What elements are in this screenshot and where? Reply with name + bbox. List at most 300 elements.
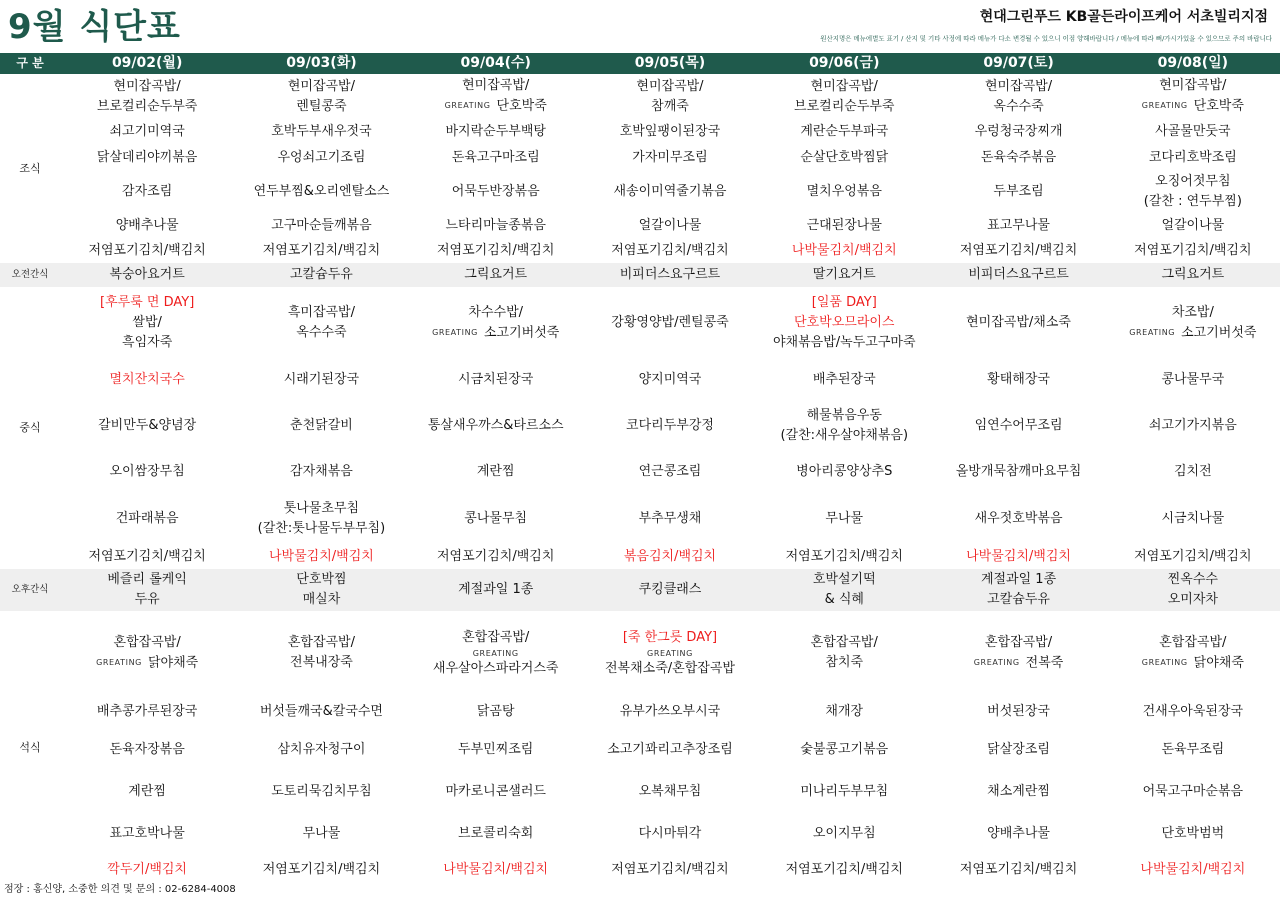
menu-item — [411, 782, 581, 802]
menu-item — [933, 547, 1103, 567]
menu-item-text: 야채볶음밥/녹두고구마죽 — [773, 335, 916, 350]
menu-cell — [234, 729, 408, 771]
menu-item-text: 숯불콩고기볶음 — [800, 742, 889, 757]
menu-item — [1108, 782, 1278, 802]
menu-item — [933, 370, 1103, 390]
menu-item-text: 차수수밥/ — [468, 304, 524, 320]
menu-item — [411, 122, 581, 142]
menu-cell — [234, 451, 408, 493]
menu-item — [62, 416, 232, 436]
menu-cell — [234, 74, 408, 119]
menu-item — [62, 216, 232, 236]
greating-logo: GREATING — [1141, 101, 1188, 111]
menu-item-text: 호박설기떡 — [812, 572, 876, 587]
menu-item — [236, 499, 406, 519]
menu-cell — [1106, 855, 1280, 885]
menu-item — [933, 740, 1103, 760]
menu-item — [585, 313, 755, 333]
menu-item-text: 호박잎팽이된장국 — [619, 124, 721, 139]
menu-cell — [1106, 239, 1280, 263]
menu-item-text: 버섯된장국 — [987, 704, 1050, 719]
menu-item-text: 저염포기김치/백김치 — [437, 243, 555, 258]
menu-cell — [60, 493, 234, 545]
menu-item — [933, 148, 1103, 168]
menu-item — [411, 416, 581, 436]
menu-item — [759, 122, 929, 142]
menu-item — [933, 313, 1103, 333]
row-label: 오후간식 — [0, 569, 60, 611]
menu-item — [933, 590, 1103, 610]
menu-item-text: 채개장 — [825, 704, 864, 719]
page-title: 9월 식단표 — [8, 7, 181, 47]
menu-item-text: 삼치유자청구이 — [277, 742, 366, 757]
menu-item — [62, 547, 232, 567]
menu-cell — [583, 493, 757, 545]
menu-cell — [234, 359, 408, 401]
menu-item-text: 올방개묵참깨마요무침 — [955, 464, 1082, 479]
menu-cell — [583, 119, 757, 145]
menu-item-text: 배추된장국 — [812, 372, 876, 387]
meal-plan-table — [0, 53, 1280, 885]
menu-item-text: 계란찜 — [476, 464, 515, 479]
menu-item — [585, 860, 755, 880]
menu-item — [62, 782, 232, 802]
menu-cell — [234, 213, 408, 239]
menu-cell — [1106, 119, 1280, 145]
menu-cell — [931, 451, 1105, 493]
menu-item-text: (갈찬:톳나물두부무침) — [257, 521, 386, 536]
row-label: 석식 — [19, 741, 41, 754]
meal-row — [0, 119, 1280, 145]
menu-item-text: 양배추나물 — [115, 218, 179, 233]
menu-item-text: 저염포기김치/백김치 — [611, 243, 729, 258]
menu-cell — [757, 545, 931, 569]
menu-item-text: 혼합잡곡밥/ — [113, 634, 181, 650]
menu-item-text: 그릭요거트 — [464, 267, 528, 282]
menu-item-text: 닭살장조림 — [987, 742, 1050, 757]
menu-item-text: 비피더스요구르트 — [968, 267, 1069, 282]
menu-item-text: (갈찬:새우살야채볶음) — [780, 428, 909, 443]
menu-item — [1108, 303, 1278, 323]
menu-item-text: 순살단호박찜닭 — [800, 150, 889, 165]
menu-item — [1108, 702, 1278, 722]
menu-item-text: 사골물만둣국 — [1155, 124, 1231, 139]
menu-item-text: 단호박찜 — [296, 572, 347, 587]
header-row — [0, 53, 1280, 74]
menu-item-text: 강황영양밥/렌틸콩죽 — [611, 315, 729, 330]
menu-item — [933, 860, 1103, 880]
menu-item-text: 멸치잔치국수 — [109, 372, 185, 387]
menu-item — [759, 182, 929, 202]
menu-item — [933, 570, 1103, 590]
meal-row — [0, 359, 1280, 401]
menu-item — [759, 265, 929, 285]
menu-item — [411, 182, 581, 202]
menu-item — [759, 653, 929, 673]
menu-item — [236, 148, 406, 168]
menu-item-text: 오이쌈장무침 — [109, 464, 185, 479]
menu-item-text: 표고무나물 — [987, 218, 1050, 233]
menu-item — [411, 76, 581, 96]
menu-item — [62, 293, 232, 313]
menu-item-text: 시금치된장국 — [458, 372, 534, 387]
menu-item-text: 멸치우엉볶음 — [806, 184, 882, 199]
menu-item — [933, 509, 1103, 529]
menu-cell — [409, 263, 583, 287]
menu-cell — [60, 74, 234, 119]
menu-item — [411, 370, 581, 390]
menu-cell — [757, 287, 931, 359]
menu-item — [236, 462, 406, 482]
menu-item — [1108, 172, 1278, 192]
menu-item — [236, 590, 406, 610]
menu-cell — [1106, 171, 1280, 213]
menu-item — [1108, 824, 1278, 844]
menu-item-text: 돈육숙주볶음 — [980, 150, 1057, 165]
menu-item-text: 채소계란찜 — [987, 784, 1050, 799]
menu-cell — [931, 729, 1105, 771]
menu-item — [1108, 547, 1278, 567]
menu-item-text: 갈비만두&양념장 — [98, 418, 197, 433]
greating-logo: GREATING — [647, 648, 693, 658]
menu-item-text: 현미잡곡밥/ — [1159, 78, 1227, 94]
menu-cell — [409, 287, 583, 359]
menu-item-text: 우렁청국장찌개 — [974, 124, 1063, 139]
greating-logo: GREATING — [96, 657, 142, 667]
menu-item-text: 옥수수죽 — [993, 98, 1044, 114]
menu-item — [933, 182, 1103, 202]
row-label: 조식 — [19, 161, 41, 175]
menu-cell — [583, 263, 757, 287]
menu-item-text: 코다리호박조림 — [1148, 150, 1237, 165]
menu-item-text: 두부조림 — [993, 184, 1044, 199]
menu-cell — [757, 145, 931, 171]
menu-item — [759, 97, 929, 117]
menu-item-text: 혼합잡곡밥/ — [984, 634, 1053, 650]
menu-cell — [1106, 451, 1280, 493]
meal-row — [0, 171, 1280, 213]
menu-item — [411, 509, 581, 529]
menu-item — [585, 265, 755, 285]
menu-cell — [931, 359, 1105, 401]
menu-cell — [1106, 569, 1280, 611]
menu-item — [759, 547, 929, 567]
menu-item — [585, 122, 755, 142]
menu-item-text: 소고기꽈리고추장조림 — [607, 742, 733, 757]
menu-cell — [757, 171, 931, 213]
menu-cell — [1106, 493, 1280, 545]
menu-item — [585, 547, 755, 567]
menu-cell — [1106, 213, 1280, 239]
menu-cell — [60, 213, 234, 239]
menu-item — [585, 509, 755, 529]
row-label: 오전간식 — [0, 263, 60, 287]
menu-cell — [1106, 359, 1280, 401]
menu-item-text: 양배추나물 — [987, 826, 1050, 841]
menu-cell — [60, 239, 234, 263]
menu-item-text: 저염포기김치/백김치 — [611, 862, 729, 877]
menu-cell — [583, 359, 757, 401]
menu-cell — [583, 213, 757, 239]
menu-item — [585, 77, 755, 97]
menu-item — [1108, 76, 1278, 96]
menu-item-text: 새송이미역줄기볶음 — [613, 184, 727, 199]
menu-item — [933, 97, 1103, 117]
footer-contact: 점장 : 홍신양, 소중한 의견 및 문의 : 02-6284-4008 — [4, 884, 236, 895]
menu-cell — [409, 451, 583, 493]
menu-cell — [60, 813, 234, 855]
menu-cell — [234, 855, 408, 885]
menu-cell — [757, 695, 931, 729]
menu-item-text: 깍두기/백김치 — [107, 862, 187, 877]
menu-item-text: 다시마튀각 — [638, 826, 702, 841]
meal-row — [0, 213, 1280, 239]
menu-item-text: 우엉쇠고기조림 — [277, 150, 366, 165]
menu-item-text: 톳나물초무침 — [283, 501, 360, 516]
menu-item — [62, 97, 232, 117]
menu-item — [933, 122, 1103, 142]
menu-cell — [757, 451, 931, 493]
menu-cell — [409, 545, 583, 569]
menu-item — [62, 122, 232, 142]
menu-item-text: 복숭아요거트 — [109, 267, 185, 282]
menu-item — [933, 782, 1103, 802]
menu-item-text: 현미잡곡밥/ — [287, 78, 355, 94]
menu-item — [933, 216, 1103, 236]
menu-item — [236, 323, 406, 343]
row-label: 중식 — [19, 421, 41, 434]
menu-cell — [60, 263, 234, 287]
menu-item — [62, 462, 232, 482]
menu-item — [585, 182, 755, 202]
menu-cell — [583, 239, 757, 263]
menu-item-text: 부추무생채 — [638, 511, 702, 526]
menu-item — [411, 303, 581, 323]
menu-item — [236, 740, 406, 760]
menu-cell — [234, 171, 408, 213]
menu-item — [759, 782, 929, 802]
menu-item — [411, 659, 581, 679]
menu-item — [62, 265, 232, 285]
menu-item — [759, 216, 929, 236]
menu-cell — [409, 401, 583, 451]
menu-item-text: 시래기된장국 — [283, 372, 360, 387]
menu-item-text: 닭곰탕 — [476, 704, 515, 719]
menu-item — [1108, 509, 1278, 529]
menu-cell — [757, 569, 931, 611]
menu-item-text: (갈찬 : 연두부찜) — [1143, 194, 1242, 209]
column-header-day: 09/08(일) — [1106, 53, 1280, 74]
menu-cell — [1106, 401, 1280, 451]
menu-cell — [234, 239, 408, 263]
menu-item — [1108, 416, 1278, 436]
menu-item — [62, 653, 232, 674]
meal-row — [0, 813, 1280, 855]
menu-cell — [931, 545, 1105, 569]
column-header-day: 09/02(월) — [60, 53, 234, 74]
menu-item — [62, 702, 232, 722]
menu-item-text: 저염포기김치/백김치 — [262, 243, 381, 258]
menu-item — [411, 216, 581, 236]
menu-item — [585, 659, 755, 679]
menu-item-text: 전복채소죽/혼합잡곡밥 — [605, 660, 735, 676]
menu-item — [585, 628, 755, 648]
menu-item-text: 콩나물무침 — [464, 511, 528, 526]
menu-item-text: 현미잡곡밥/ — [810, 78, 878, 94]
menu-item-text: 고칼슘두유 — [290, 267, 353, 282]
menu-item-text: 단호박범벅 — [1161, 826, 1225, 841]
menu-item-text: 볶음김치/백김치 — [623, 549, 717, 564]
meal-row — [0, 771, 1280, 813]
menu-cell — [931, 74, 1105, 119]
menu-item — [1108, 323, 1278, 344]
menu-item-text: 혼합잡곡밥/ — [462, 629, 530, 645]
menu-item — [933, 824, 1103, 844]
menu-item — [933, 265, 1103, 285]
menu-cell — [409, 213, 583, 239]
menu-item — [585, 241, 755, 261]
menu-cell — [60, 695, 234, 729]
menu-item — [236, 653, 406, 673]
menu-item-text: 현미잡곡밥/ — [636, 78, 704, 94]
menu-item-text: 현미잡곡밥/ — [984, 78, 1053, 94]
menu-item-text: 계란순두부파국 — [800, 124, 889, 139]
menu-item-text: 흑임자죽 — [122, 335, 173, 350]
menu-cell — [1106, 545, 1280, 569]
menu-item-text: 배추콩가루된장국 — [96, 704, 198, 719]
menu-item — [759, 702, 929, 722]
menu-item — [411, 628, 581, 648]
menu-item — [62, 370, 232, 390]
menu-cell — [757, 239, 931, 263]
meal-row — [0, 239, 1280, 263]
meal-row — [0, 611, 1280, 695]
menu-item — [411, 462, 581, 482]
menu-item-text: 가자미무조림 — [632, 150, 708, 165]
menu-item — [62, 333, 232, 353]
menu-item-text: 참깨죽 — [651, 98, 689, 114]
snack-row — [0, 263, 1280, 287]
menu-item — [411, 860, 581, 880]
menu-item — [585, 580, 755, 600]
menu-cell — [1106, 74, 1280, 119]
menu-cell — [60, 401, 234, 451]
menu-cell — [931, 119, 1105, 145]
menu-cell — [60, 171, 234, 213]
menu-cell — [757, 359, 931, 401]
meal-row — [0, 287, 1280, 359]
menu-item-text: 느타리마늘종볶음 — [445, 218, 546, 233]
menu-item-text: 콩나물무국 — [1161, 372, 1225, 387]
menu-item — [236, 824, 406, 844]
menu-item — [1108, 462, 1278, 482]
menu-item — [933, 702, 1103, 722]
menu-item-text: 저염포기김치/백김치 — [262, 862, 381, 877]
column-header-day: 09/07(토) — [931, 53, 1105, 74]
menu-cell — [409, 813, 583, 855]
greating-logo: GREATING — [973, 657, 1020, 667]
menu-cell — [583, 695, 757, 729]
menu-item-text: 저염포기김치/백김치 — [88, 243, 206, 258]
menu-cell — [583, 545, 757, 569]
menu-cell — [931, 493, 1105, 545]
menu-item-text: 버섯들깨국&칼국수면 — [259, 704, 383, 719]
menu-cell — [60, 569, 234, 611]
menu-item — [1108, 633, 1278, 653]
menu-cell — [409, 611, 583, 695]
menu-item-text: 단호박오므라이스 — [794, 315, 895, 330]
menu-item-text: 도토리묵김치무침 — [271, 784, 372, 799]
menu-item — [759, 824, 929, 844]
menu-item-text: 저염포기김치/백김치 — [1134, 243, 1252, 258]
menu-cell — [234, 611, 408, 695]
menu-cell — [931, 569, 1105, 611]
menu-item — [1108, 370, 1278, 390]
menu-item-text: 저염포기김치/백김치 — [437, 549, 555, 564]
menu-item — [236, 122, 406, 142]
menu-item-text: 얼갈이나물 — [638, 218, 702, 233]
menu-item-text: 소고기버섯죽 — [1181, 325, 1257, 341]
menu-cell — [1106, 145, 1280, 171]
menu-cell — [931, 401, 1105, 451]
menu-item-text: 통살새우까스&타르소스 — [427, 418, 564, 433]
greating-logo: GREATING — [432, 327, 478, 337]
menu-cell — [409, 359, 583, 401]
menu-item — [1108, 216, 1278, 236]
menu-cell — [931, 171, 1105, 213]
menu-item — [759, 590, 929, 610]
menu-item-text: 어묵고구마순볶음 — [1142, 784, 1244, 799]
menu-item — [759, 241, 929, 261]
menu-item — [236, 370, 406, 390]
menu-item — [411, 580, 581, 600]
menu-item — [759, 426, 929, 446]
menu-item-text: 연두부찜&오리엔탈소스 — [253, 184, 390, 199]
notice-text: 원산지명은 메뉴에별도 표기 / 산지 및 기타 사정에 따라 메뉴가 다소 변경될 수 있으니 이점 양해바랍니다 / 메뉴에 따라 뼈/가시가있을 수 있으므로 주의 바랍니다 — [820, 34, 1272, 43]
menu-item — [933, 241, 1103, 261]
menu-item-text: 브로컬리순두부죽 — [794, 98, 895, 114]
menu-item — [62, 824, 232, 844]
menu-cell — [60, 729, 234, 771]
menu-item-text: 쿠킹클래스 — [638, 582, 702, 597]
menu-item-text: 돈육자장볶음 — [109, 742, 185, 757]
menu-item-text: 차조밥/ — [1171, 304, 1214, 320]
menu-item — [759, 633, 929, 653]
menu-item — [411, 265, 581, 285]
menu-cell — [757, 813, 931, 855]
menu-item — [236, 519, 406, 539]
menu-cell — [409, 493, 583, 545]
menu-item-text: 돈육무조림 — [1161, 742, 1225, 757]
menu-item-text: 저염포기김치/백김치 — [785, 549, 903, 564]
menu-item-text: 닭야채죽 — [147, 655, 199, 671]
menu-item — [759, 740, 929, 760]
menu-item — [759, 370, 929, 390]
column-header-day: 09/04(수) — [409, 53, 583, 74]
menu-item-text: 소고기버섯죽 — [483, 325, 560, 341]
menu-item-text: 황태해장국 — [987, 372, 1050, 387]
menu-cell — [1106, 729, 1280, 771]
menu-item-text: 유부가쓰오부시국 — [619, 704, 721, 719]
menu-item — [236, 570, 406, 590]
menu-item-text: 참치죽 — [825, 655, 864, 670]
meal-row — [0, 545, 1280, 569]
menu-item — [1108, 570, 1278, 590]
menu-item — [759, 148, 929, 168]
menu-item-text: 계절과일 1종 — [458, 582, 534, 597]
menu-item-text: 해물볶음우동 — [806, 408, 882, 423]
menu-item — [1108, 590, 1278, 610]
